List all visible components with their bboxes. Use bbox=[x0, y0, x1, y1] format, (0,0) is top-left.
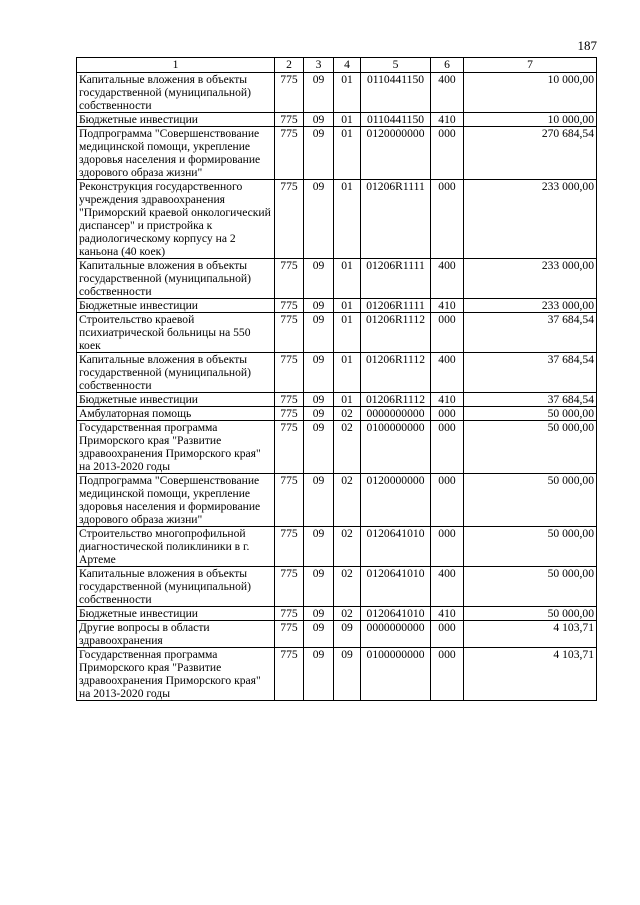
row-name-cell: Бюджетные инвестиции bbox=[77, 393, 275, 407]
table-row bbox=[77, 313, 597, 353]
row-csr-cell: 0120641010 bbox=[361, 527, 431, 567]
row-name-cell: Бюджетные инвестиции bbox=[77, 113, 275, 127]
row-gr-cell: 775 bbox=[275, 127, 304, 180]
table-row bbox=[77, 393, 597, 407]
row-sum-cell: 50 000,00 bbox=[464, 567, 597, 607]
row-gr-cell: 775 bbox=[275, 73, 304, 113]
table-row bbox=[77, 73, 597, 113]
row-rz-cell: 09 bbox=[304, 393, 334, 407]
row-csr-cell: 0100000000 bbox=[361, 648, 431, 701]
row-name-cell: Подпрограмма "Совершенствование медицинской помощи, укрепление здоровья населения и формирование здорового образа жизни" bbox=[77, 127, 275, 180]
table-row bbox=[77, 113, 597, 127]
row-csr-cell: 0100000000 bbox=[361, 421, 431, 474]
row-csr-cell: 01206R1112 bbox=[361, 393, 431, 407]
row-gr-cell: 775 bbox=[275, 607, 304, 621]
row-pr-cell: 02 bbox=[334, 527, 361, 567]
row-sum-cell: 37 684,54 bbox=[464, 313, 597, 353]
row-rz-cell: 09 bbox=[304, 607, 334, 621]
row-csr-cell: 01206R1112 bbox=[361, 353, 431, 393]
row-sum-cell: 50 000,00 bbox=[464, 407, 597, 421]
row-rz-cell: 09 bbox=[304, 421, 334, 474]
row-sum-cell: 270 684,54 bbox=[464, 127, 597, 180]
col-header-6: 6 bbox=[431, 58, 464, 73]
row-name-cell: Бюджетные инвестиции bbox=[77, 607, 275, 621]
row-vr-cell: 000 bbox=[431, 474, 464, 527]
row-pr-cell: 02 bbox=[334, 421, 361, 474]
row-name-cell: Другие вопросы в области здравоохранения bbox=[77, 621, 275, 648]
table-body bbox=[77, 73, 597, 701]
row-rz-cell: 09 bbox=[304, 113, 334, 127]
row-gr-cell: 775 bbox=[275, 421, 304, 474]
row-name-cell: Капитальные вложения в объекты государственной (муниципальной) собственности bbox=[77, 567, 275, 607]
row-vr-cell: 410 bbox=[431, 393, 464, 407]
row-vr-cell: 000 bbox=[431, 648, 464, 701]
row-gr-cell: 775 bbox=[275, 474, 304, 527]
row-name-cell: Строительство краевой психиатрической больницы на 550 коек bbox=[77, 313, 275, 353]
row-name-cell: Амбулаторная помощь bbox=[77, 407, 275, 421]
row-gr-cell: 775 bbox=[275, 527, 304, 567]
row-csr-cell: 0120000000 bbox=[361, 127, 431, 180]
row-pr-cell: 01 bbox=[334, 113, 361, 127]
col-header-1: 1 bbox=[77, 58, 275, 73]
row-gr-cell: 775 bbox=[275, 353, 304, 393]
row-csr-cell: 01206R1112 bbox=[361, 313, 431, 353]
row-pr-cell: 02 bbox=[334, 607, 361, 621]
col-header-3: 3 bbox=[304, 58, 334, 73]
col-header-5: 5 bbox=[361, 58, 431, 73]
row-rz-cell: 09 bbox=[304, 567, 334, 607]
row-pr-cell: 02 bbox=[334, 474, 361, 527]
row-gr-cell: 775 bbox=[275, 393, 304, 407]
row-csr-cell: 01206R1111 bbox=[361, 259, 431, 299]
row-vr-cell: 000 bbox=[431, 407, 464, 421]
row-gr-cell: 775 bbox=[275, 259, 304, 299]
row-csr-cell: 0000000000 bbox=[361, 621, 431, 648]
header-row bbox=[77, 58, 597, 73]
table-row bbox=[77, 353, 597, 393]
row-sum-cell: 10 000,00 bbox=[464, 113, 597, 127]
row-pr-cell: 01 bbox=[334, 313, 361, 353]
page-number: 187 bbox=[577, 38, 597, 53]
row-sum-cell: 233 000,00 bbox=[464, 180, 597, 259]
col-header-7: 7 bbox=[464, 58, 597, 73]
row-sum-cell: 50 000,00 bbox=[464, 527, 597, 567]
row-csr-cell: 0120641010 bbox=[361, 607, 431, 621]
row-pr-cell: 01 bbox=[334, 299, 361, 313]
row-sum-cell: 4 103,71 bbox=[464, 648, 597, 701]
row-pr-cell: 01 bbox=[334, 73, 361, 113]
row-rz-cell: 09 bbox=[304, 127, 334, 180]
table-row bbox=[77, 407, 597, 421]
row-rz-cell: 09 bbox=[304, 299, 334, 313]
table-row bbox=[77, 421, 597, 474]
row-vr-cell: 410 bbox=[431, 299, 464, 313]
row-vr-cell: 000 bbox=[431, 527, 464, 567]
row-sum-cell: 4 103,71 bbox=[464, 621, 597, 648]
row-vr-cell: 400 bbox=[431, 353, 464, 393]
row-pr-cell: 01 bbox=[334, 259, 361, 299]
budget-table bbox=[76, 57, 597, 701]
row-sum-cell: 50 000,00 bbox=[464, 474, 597, 527]
row-csr-cell: 0120000000 bbox=[361, 474, 431, 527]
row-rz-cell: 09 bbox=[304, 648, 334, 701]
row-gr-cell: 775 bbox=[275, 313, 304, 353]
row-pr-cell: 01 bbox=[334, 393, 361, 407]
row-gr-cell: 775 bbox=[275, 180, 304, 259]
row-sum-cell: 233 000,00 bbox=[464, 299, 597, 313]
row-csr-cell: 0120641010 bbox=[361, 567, 431, 607]
row-vr-cell: 000 bbox=[431, 180, 464, 259]
row-vr-cell: 400 bbox=[431, 567, 464, 607]
row-rz-cell: 09 bbox=[304, 73, 334, 113]
row-pr-cell: 09 bbox=[334, 648, 361, 701]
row-gr-cell: 775 bbox=[275, 299, 304, 313]
row-pr-cell: 02 bbox=[334, 407, 361, 421]
row-rz-cell: 09 bbox=[304, 353, 334, 393]
row-gr-cell: 775 bbox=[275, 567, 304, 607]
row-name-cell: Капитальные вложения в объекты государственной (муниципальной) собственности bbox=[77, 259, 275, 299]
row-sum-cell: 50 000,00 bbox=[464, 607, 597, 621]
table-row bbox=[77, 621, 597, 648]
row-vr-cell: 000 bbox=[431, 127, 464, 180]
row-rz-cell: 09 bbox=[304, 259, 334, 299]
row-rz-cell: 09 bbox=[304, 527, 334, 567]
table-row bbox=[77, 474, 597, 527]
row-vr-cell: 400 bbox=[431, 259, 464, 299]
row-pr-cell: 01 bbox=[334, 180, 361, 259]
row-name-cell: Государственная программа Приморского края "Развитие здравоохранения Приморского края" на 2013-2020 годы bbox=[77, 421, 275, 474]
table-row bbox=[77, 259, 597, 299]
row-name-cell: Бюджетные инвестиции bbox=[77, 299, 275, 313]
row-sum-cell: 50 000,00 bbox=[464, 421, 597, 474]
row-csr-cell: 0110441150 bbox=[361, 73, 431, 113]
row-name-cell: Реконструкция государственного учреждения здравоохранения "Приморский краевой онкологический диспансер" и пристройка к радиологическому корпусу на 2 каньона (40 коек) bbox=[77, 180, 275, 259]
row-name-cell: Капитальные вложения в объекты государственной (муниципальной) собственности bbox=[77, 353, 275, 393]
row-name-cell: Подпрограмма "Совершенствование медицинской помощи, укрепление здоровья населения и формирование здорового образа жизни" bbox=[77, 474, 275, 527]
row-gr-cell: 775 bbox=[275, 648, 304, 701]
row-vr-cell: 400 bbox=[431, 73, 464, 113]
row-sum-cell: 37 684,54 bbox=[464, 353, 597, 393]
row-vr-cell: 000 bbox=[431, 421, 464, 474]
row-csr-cell: 0110441150 bbox=[361, 113, 431, 127]
row-gr-cell: 775 bbox=[275, 407, 304, 421]
col-header-4: 4 bbox=[334, 58, 361, 73]
table-row bbox=[77, 567, 597, 607]
row-sum-cell: 233 000,00 bbox=[464, 259, 597, 299]
col-header-2: 2 bbox=[275, 58, 304, 73]
table-row bbox=[77, 299, 597, 313]
table-row bbox=[77, 648, 597, 701]
row-rz-cell: 09 bbox=[304, 621, 334, 648]
row-sum-cell: 37 684,54 bbox=[464, 393, 597, 407]
row-sum-cell: 10 000,00 bbox=[464, 73, 597, 113]
row-pr-cell: 01 bbox=[334, 353, 361, 393]
row-vr-cell: 000 bbox=[431, 313, 464, 353]
row-name-cell: Капитальные вложения в объекты государственной (муниципальной) собственности bbox=[77, 73, 275, 113]
row-gr-cell: 775 bbox=[275, 113, 304, 127]
row-gr-cell: 775 bbox=[275, 621, 304, 648]
row-csr-cell: 01206R1111 bbox=[361, 180, 431, 259]
table-row bbox=[77, 127, 597, 180]
row-rz-cell: 09 bbox=[304, 407, 334, 421]
row-pr-cell: 02 bbox=[334, 567, 361, 607]
row-rz-cell: 09 bbox=[304, 313, 334, 353]
row-name-cell: Государственная программа Приморского края "Развитие здравоохранения Приморского края" на 2013-2020 годы bbox=[77, 648, 275, 701]
row-rz-cell: 09 bbox=[304, 180, 334, 259]
row-vr-cell: 000 bbox=[431, 621, 464, 648]
row-pr-cell: 09 bbox=[334, 621, 361, 648]
table-row bbox=[77, 607, 597, 621]
row-rz-cell: 09 bbox=[304, 474, 334, 527]
row-pr-cell: 01 bbox=[334, 127, 361, 180]
row-vr-cell: 410 bbox=[431, 113, 464, 127]
row-csr-cell: 0000000000 bbox=[361, 407, 431, 421]
row-vr-cell: 410 bbox=[431, 607, 464, 621]
table-row bbox=[77, 527, 597, 567]
table-row bbox=[77, 180, 597, 259]
row-name-cell: Строительство многопрофильной диагностической поликлиники в г. Артеме bbox=[77, 527, 275, 567]
row-csr-cell: 01206R1111 bbox=[361, 299, 431, 313]
